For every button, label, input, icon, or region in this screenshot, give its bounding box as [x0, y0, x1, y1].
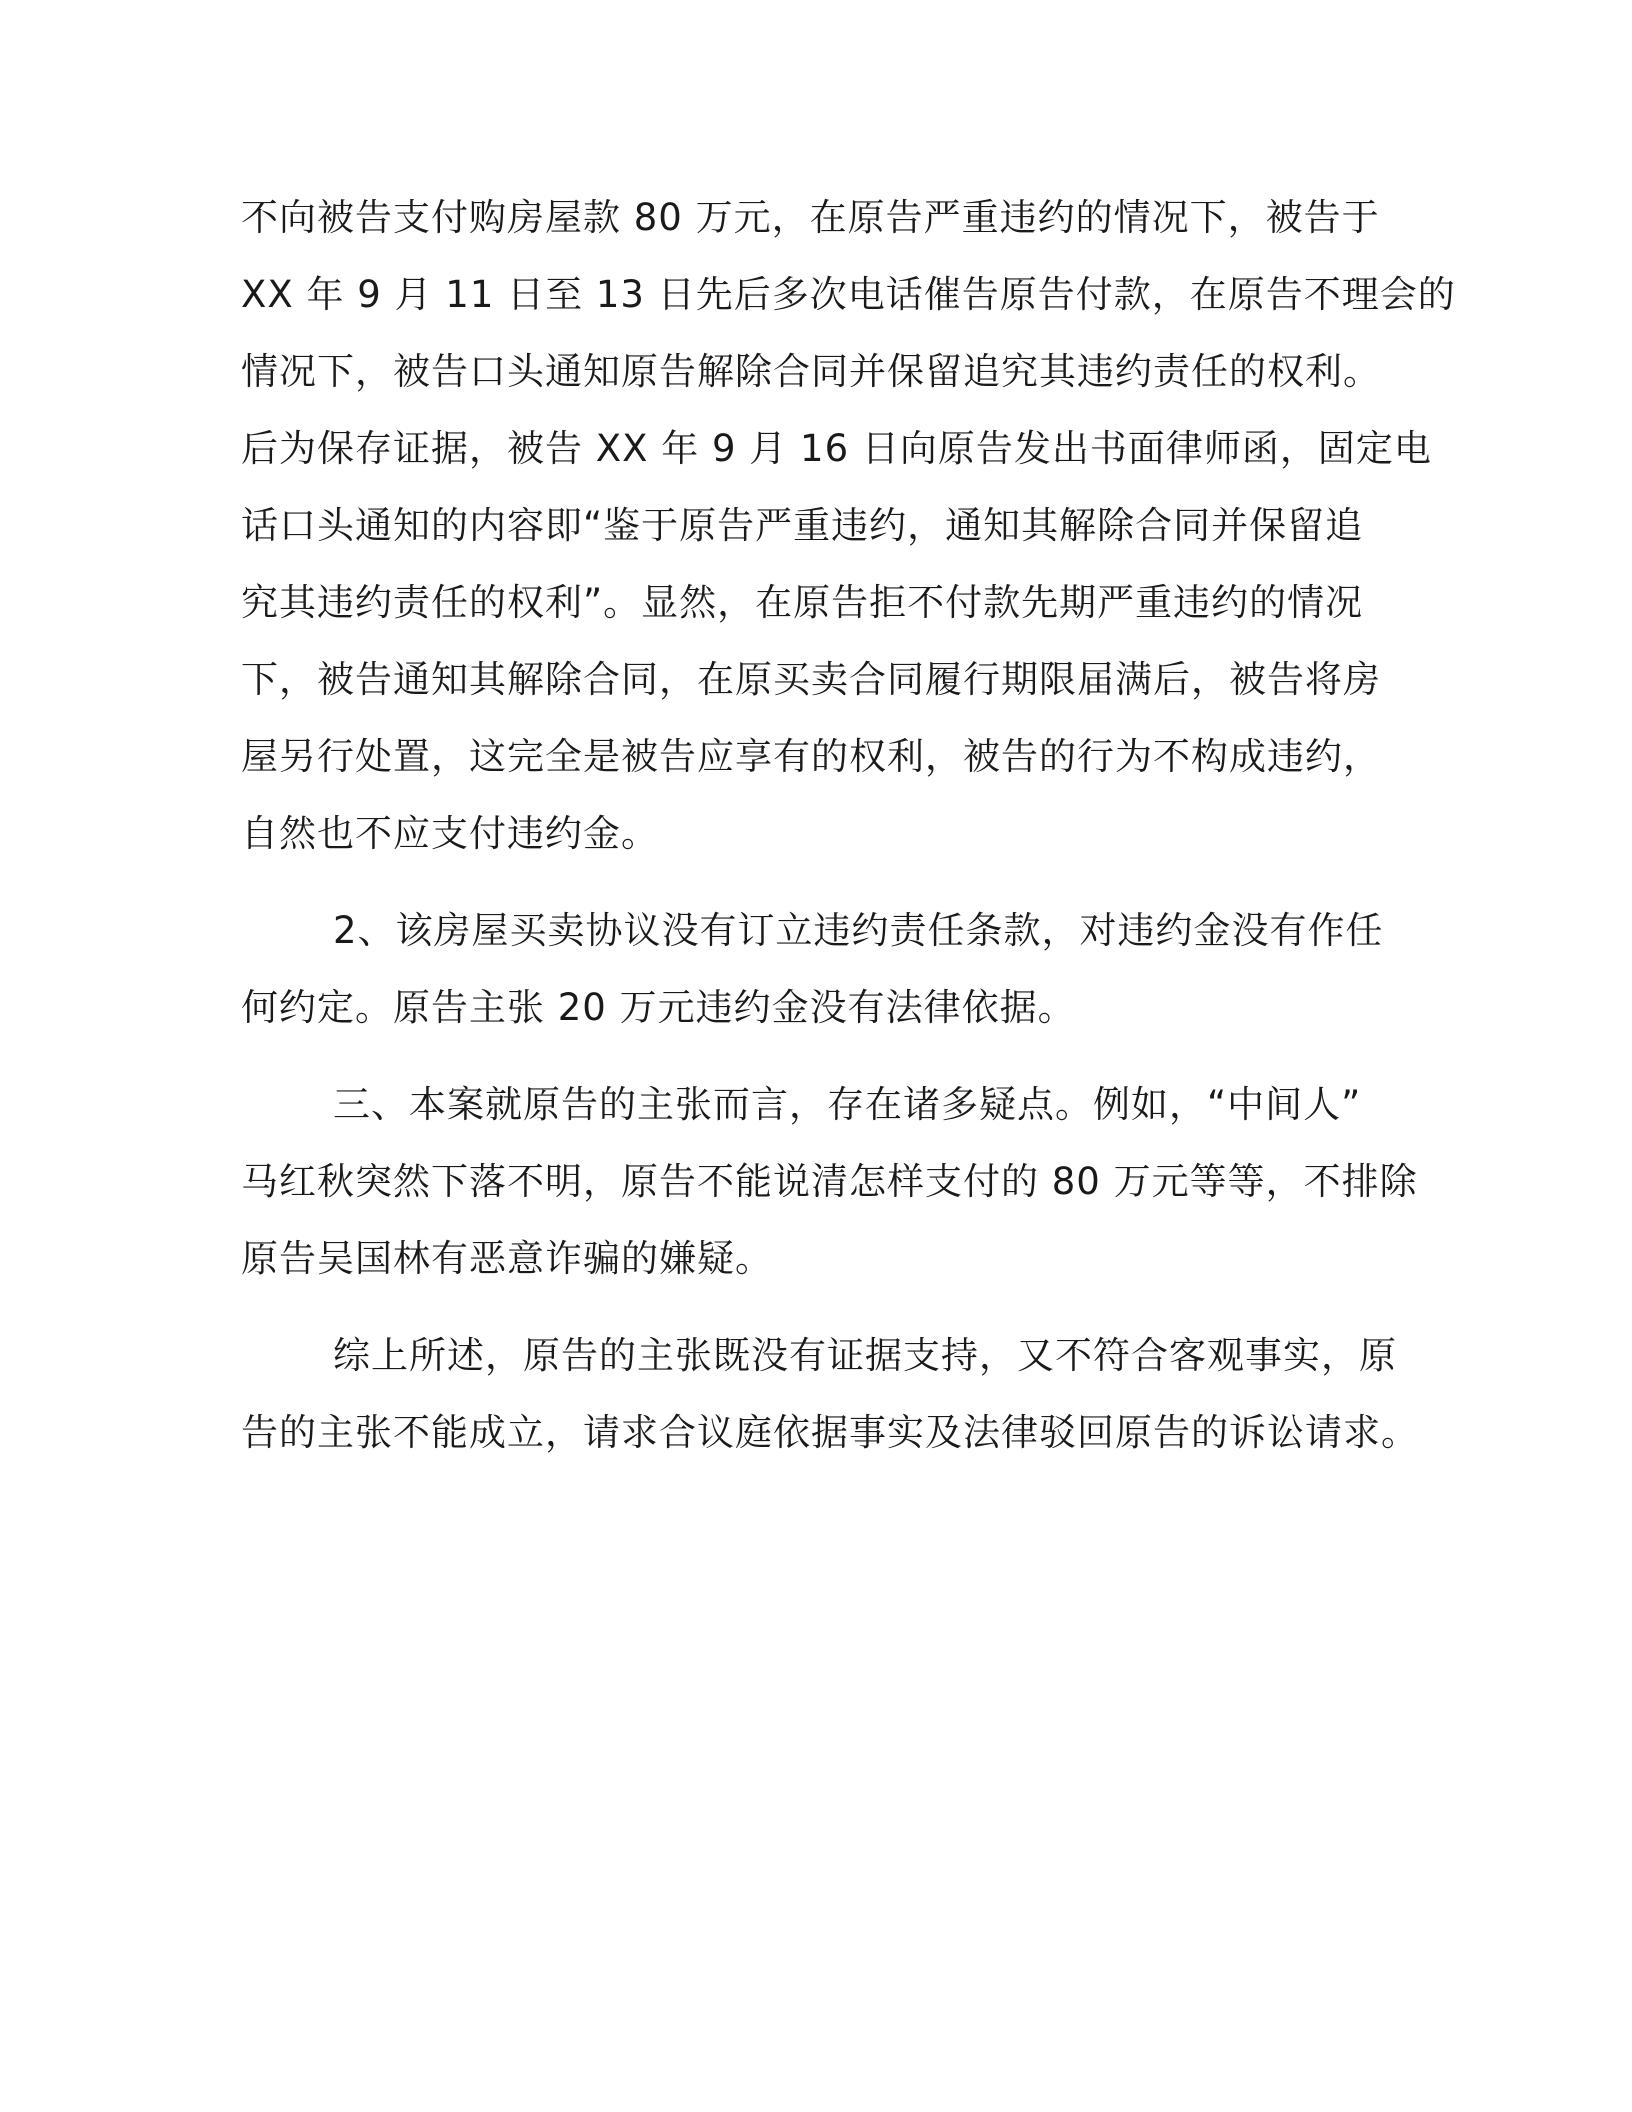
- paragraph-gap: [241, 1305, 1401, 1325]
- text-line: 自然也不应支付违约金。: [241, 812, 659, 855]
- text-line: 原告吴国林有恶意诈骗的嫌疑。: [241, 1237, 773, 1280]
- text-line: 马红秋突然下落不明，原告不能说清怎样支付的 80 万元等等，不排除: [241, 1160, 1418, 1203]
- text-line: 综上所述，原告的主张既没有证据支持，又不符合客观事实，原: [333, 1334, 1397, 1377]
- text-line: XX 年 9 月 11 日至 13 日先后多次电话催告原告付款，在原告不理会的: [241, 273, 1456, 316]
- paragraph-continuation: [241, 187, 1456, 880]
- text-line: 2、该房屋买卖协议没有订立违约责任条款，对违约金没有作任: [333, 909, 1384, 952]
- text-line: 告的主张不能成立，请求合议庭依据事实及法律驳回原告的诉讼请求。: [241, 1411, 1419, 1454]
- text-line: 下，被告通知其解除合同，在原买卖合同履行期限届满后，被告将房: [241, 658, 1381, 701]
- paragraph-section-3: [241, 1074, 1418, 1305]
- paragraph-gap: [241, 1054, 1401, 1074]
- text-line: 三、本案就原告的主张而言，存在诸多疑点。例如，“中间人”: [333, 1083, 1362, 1126]
- text-line: 话口头通知的内容即“鉴于原告严重违约，通知其解除合同并保留追: [241, 504, 1364, 547]
- text-line: 究其违约责任的权利”。显然，在原告拒不付款先期严重违约的情况: [241, 581, 1364, 624]
- text-line: 不向被告支付购房屋款 80 万元，在原告严重违约的情况下，被告于: [241, 196, 1380, 239]
- document-body: [241, 187, 1456, 1479]
- text-line: 屋另行处置，这完全是被告应享有的权利，被告的行为不构成违约，: [241, 735, 1381, 778]
- paragraph-item-2: [241, 900, 1401, 1054]
- text-line: 情况下，被告口头通知原告解除合同并保留追究其违约责任的权利。: [241, 350, 1381, 393]
- paragraph-conclusion: [241, 1325, 1419, 1479]
- text-line: 何约定。原告主张 20 万元违约金没有法律依据。: [241, 986, 1076, 1029]
- paragraph-gap: [241, 880, 1401, 900]
- text-line: 后为保存证据，被告 XX 年 9 月 16 日向原告发出书面律师函，固定电: [241, 427, 1432, 470]
